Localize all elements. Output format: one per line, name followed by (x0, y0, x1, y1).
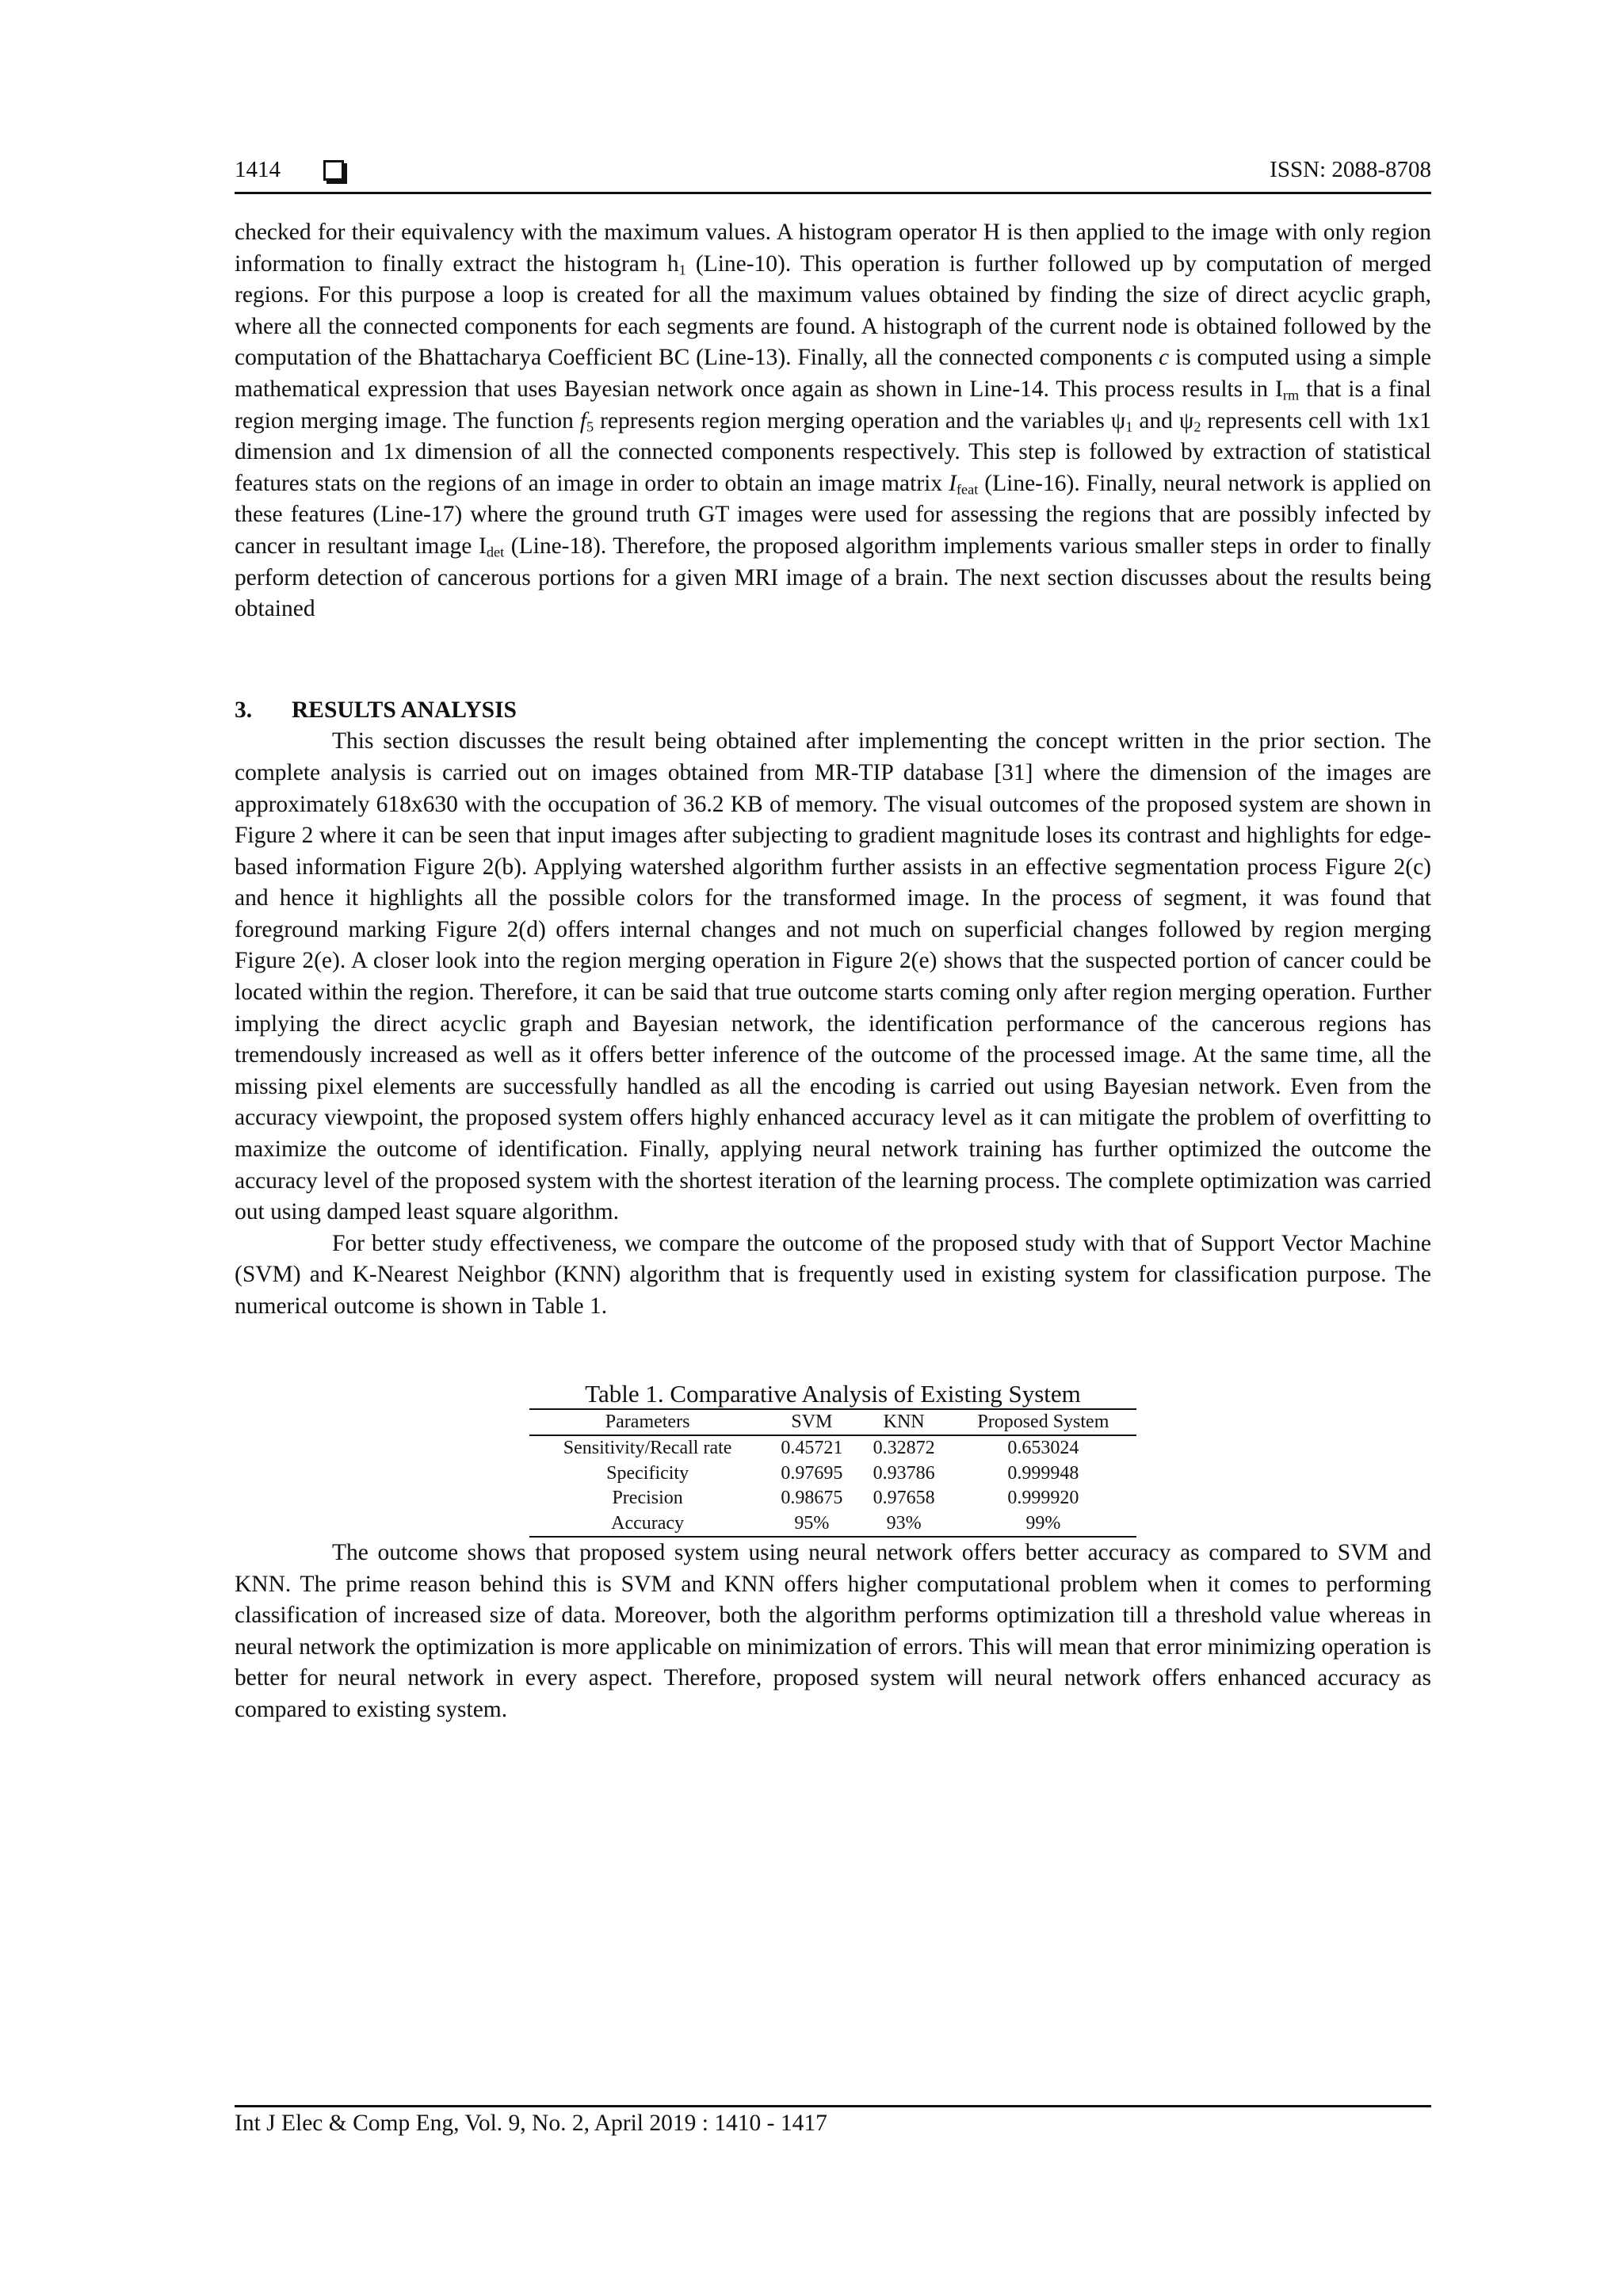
table-cell: 0.653024 (1007, 1438, 1079, 1459)
table-cell: 0.32872 (873, 1438, 935, 1459)
page-body (235, 217, 1431, 1726)
table-cell: 0.45721 (781, 1438, 843, 1459)
section-heading (235, 695, 1431, 727)
table-row (529, 1486, 1136, 1511)
table-container (529, 1380, 1136, 1538)
table-row (529, 1435, 1136, 1461)
table-header-cell: SVM (766, 1409, 857, 1436)
table-cell: 0.97695 (781, 1462, 843, 1484)
table-cell: 0.999948 (1007, 1462, 1079, 1484)
table-cell: 93% (886, 1512, 922, 1534)
page-footer: Int J Elec & Comp Eng, Vol. 9, No. 2, April 2019 : 1410 - 1417 (235, 2105, 1431, 2137)
table-cell: Accuracy (611, 1512, 685, 1534)
paragraph-conclusion: The outcome shows that proposed system using neural network offers better accuracy as compared to SVM and KNN. The prime reason behind this is SVM and KNN offers higher computational problem when it comes to performing classification of increased size of data. Moreover, both the algorithm performs optimization till a threshold value whereas in neural network the optimization is more applicable on minimization of errors. This will mean that error minimizing operation is better for neural network in every aspect. Therefore, proposed system will neural network offers enhanced accuracy as compared to existing system. (235, 1540, 1431, 1723)
checkbox-square-icon (323, 160, 344, 181)
section-title: RESULTS ANALYSIS (292, 697, 517, 723)
table-cell: 0.999920 (1007, 1488, 1079, 1509)
table-cell: Sensitivity/Recall rate (563, 1438, 732, 1459)
table-cell: Precision (612, 1488, 683, 1509)
table-row (529, 1511, 1136, 1538)
table-header-cell: Proposed System (950, 1409, 1136, 1436)
section-number: 3. (235, 697, 253, 723)
table-caption: Table 1. Comparative Analysis of Existing System (585, 1379, 1081, 1408)
issn-label: ISSN: 2088-8708 (1270, 157, 1431, 182)
table-cell: Specificity (606, 1462, 689, 1484)
table-header-cell: Parameters (529, 1409, 766, 1436)
comparison-table (529, 1408, 1136, 1538)
table-cell: 0.93786 (873, 1462, 935, 1484)
table-header-row (529, 1409, 1136, 1436)
table-cell: 95% (794, 1512, 830, 1534)
paragraph-comparison: For better study effectiveness, we compare the outcome of the proposed study with that of Support Vector Machine (SVM) and K-Nearest Neighbor (KNN) algorithm that is frequently used in existing system for classification purpose. The numerical outcome is shown in Table 1. (235, 1230, 1431, 1319)
table-row (529, 1461, 1136, 1487)
paragraph-continued: checked for their equivalency with the maximum values. A histogram operator H is then applied to the image with only region information to finally extract the histogram $h_1$ (Line-10). This operation is further followed up by computation of merged regions. For this purpose a loop is created for all the maximum values obtained by finding the size of direct acyclic graph, where all the connected components for each segments are found. A histograph of the current node is obtained followed by the computation of the Bhattacharya Coefficient BC (Line-13). Finally, all the connected components c is computed using a simple mathematical expression that uses Bayesian network once again as shown in Line-14. This process results in $I_{rm}$ that is a final region merging image. The function $f_5$ represents region merging operation and the variables $\psi_1$ and $\psi_2$ represents cell with 1x1 dimension and 1x dimension of all the connected components respectively. This step is followed by extraction of statistical features stats on the regions of an image in order to obtain an image matrix $I_{feat}$ (Line-16). Finally, neural network is applied on these features (Line-17) where the ground truth GT images were used for assessing the regions that are possibly infected by cancer in resultant image $I_{det}$ (Line-18). Therefore, the proposed algorithm implements various smaller steps in order to finally perform detection of cancerous portions for a given MRI image of a brain. The next section discusses about the results being obtained (235, 220, 1431, 622)
paragraph-results: This section discusses the result being obtained after implementing the concept written in the prior section. The complete analysis is carried out on images obtained from MR-TIP database [31] where the dimension of the images are approximately 618x630 with the occupation of 36.2 KB of memory. The visual outcomes of the proposed system are shown in Figure 2 where it can be seen that input images after subjecting to gradient magnitude loses its contrast and highlights for edge-based information Figure 2(b). Applying watershed algorithm further assists in an effective segmentation process Figure 2(c) and hence it highlights all the possible colors for the transformed image. In the process of segment, it was found that foreground marking Figure 2(d) offers internal changes and not much on superficial changes followed by region merging Figure 2(e). A closer look into the region merging operation in Figure 2(e) shows that the suspected portion of cancer could be located within the region. Therefore, it can be said that true outcome starts coming only after region merging operation. Further implying the direct acyclic graph and Bayesian network, the identification performance of the cancerous regions has tremendously increased as well as it offers better inference of the outcome of the processed image. At the same time, all the missing pixel elements are successfully handled as all the encoding is carried out using Bayesian network. Even from the accuracy viewpoint, the proposed system offers highly enhanced accuracy level as it can mitigate the problem of overfitting to maximize the outcome of identification. Finally, applying neural network training has further optimized the outcome the accuracy level of the proposed system with the shortest iteration of the learning process. The complete optimization was carried out using damped least square algorithm. (235, 728, 1431, 1225)
page-header (235, 157, 1431, 194)
table-cell: 0.97658 (873, 1488, 935, 1509)
page-number: 1414 (235, 157, 281, 182)
table-header-cell: KNN (857, 1409, 949, 1436)
table-cell: 99% (1025, 1512, 1061, 1534)
table-cell: 0.98675 (781, 1488, 843, 1509)
